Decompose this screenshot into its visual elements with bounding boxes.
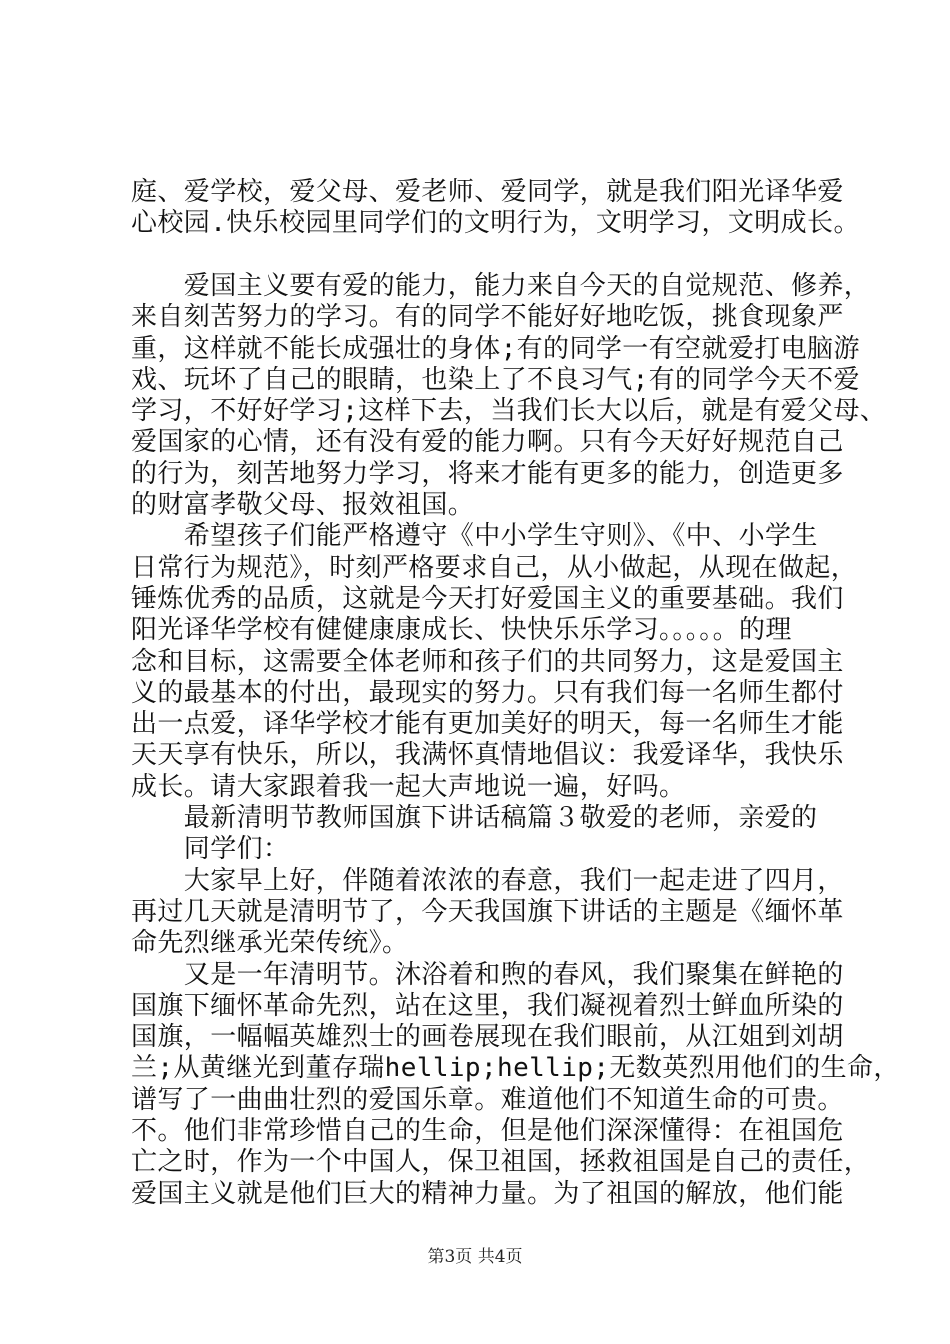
text-line: 国旗下缅怀革命先烈，站在这里，我们凝视着烈士鲜血所染的 <box>131 990 844 1021</box>
text-line: 谱写了一曲曲壮烈的爱国乐章。难道他们不知道生命的可贵。 <box>131 1084 844 1115</box>
page-footer: 第3页 共4页 <box>427 1247 523 1267</box>
text-line: 来自刻苦努力的学习。有的同学不能好好地吃饭，挑食现象严 <box>131 302 844 333</box>
text-line: 国旗，一幅幅英雄烈士的画卷展现在我们眼前，从江姐到刘胡 <box>131 1022 844 1053</box>
text-line: 爱国主义要有爱的能力，能力来自今天的自觉规范、修养， <box>131 270 871 301</box>
text-line: 命先烈继承光荣传统》。 <box>131 928 409 959</box>
text-line: 念和目标，这需要全体老师和孩子们的共同努力，这是爱国主 <box>131 646 844 677</box>
text-line: 学习，不好好学习;这样下去，当我们长大以后，就是有爱父母、 <box>131 396 887 427</box>
text-line: 大家早上好，伴随着浓浓的春意，我们一起走进了四月， <box>131 865 844 896</box>
text-line: 希望孩子们能严格遵守《中小学生守则》、《中、小学生 <box>131 521 818 552</box>
text-line: 义的最基本的付出，最现实的努力。只有我们每一名师生都付 <box>131 677 844 708</box>
text-line: 阳光译华学校有健健康康成长、快快乐乐学习。。。。。的理 <box>131 615 792 646</box>
text-line: 不。他们非常珍惜自己的生命，但是他们深深懂得：在祖国危 <box>131 1116 844 1146</box>
text-line: 心校园.快乐校园里同学们的文明行为，文明学习，文明成长。 <box>131 208 860 239</box>
text-line: 又是一年清明节。沐浴着和煦的春风，我们聚集在鲜艳的 <box>131 959 844 990</box>
text-line: 亡之时，作为一个中国人，保卫祖国，拯救祖国是自己的责任， <box>131 1147 871 1178</box>
text-line: 戏、玩坏了自己的眼睛，也染上了不良习气;有的同学今天不爱 <box>131 364 860 395</box>
text-line: 锤炼优秀的品质，这就是今天打好爱国主义的重要基础。我们 <box>131 583 844 614</box>
section-heading: 最新清明节教师国旗下讲话稿篇３敬爱的老师，亲爱的 <box>131 803 818 833</box>
text-line: 爱国主义就是他们巨大的精神力量。为了祖国的解放，他们能 <box>131 1178 844 1209</box>
text-line: 成长。请大家跟着我一起大声地说一遍，好吗。 <box>131 771 686 802</box>
salutation: 同学们： <box>131 834 290 865</box>
text-line: 庭、爱学校，爱父母、爱老师、爱同学，就是我们阳光译华爱 <box>131 177 844 207</box>
text-line: 爱国家的心情，还有没有爱的能力啊。只有今天好好规范自己 <box>131 427 844 458</box>
text-line: 重，这样就不能长成强壮的身体;有的同学一有空就爱打电脑游 <box>131 333 860 364</box>
text-line: 出一点爱，译华学校才能有更加美好的明天，每一名师生才能 <box>131 709 844 740</box>
text-line: 天天享有快乐，所以，我满怀真情地倡议：我爱译华，我快乐 <box>131 740 844 771</box>
text-line: 再过几天就是清明节了，今天我国旗下讲话的主题是《缅怀革 <box>131 896 844 927</box>
text-line: 日常行为规范》，时刻严格要求自己，从小做起，从现在做起， <box>131 552 858 583</box>
text-line: 的行为，刻苦地努力学习，将来才能有更多的能力，创造更多 <box>131 458 844 489</box>
text-line: 的财富孝敬父母、报效祖国。 <box>131 490 475 520</box>
text-line: 兰;从黄继光到董存瑞hellip;hellip;无数英烈用他们的生命， <box>131 1053 900 1084</box>
